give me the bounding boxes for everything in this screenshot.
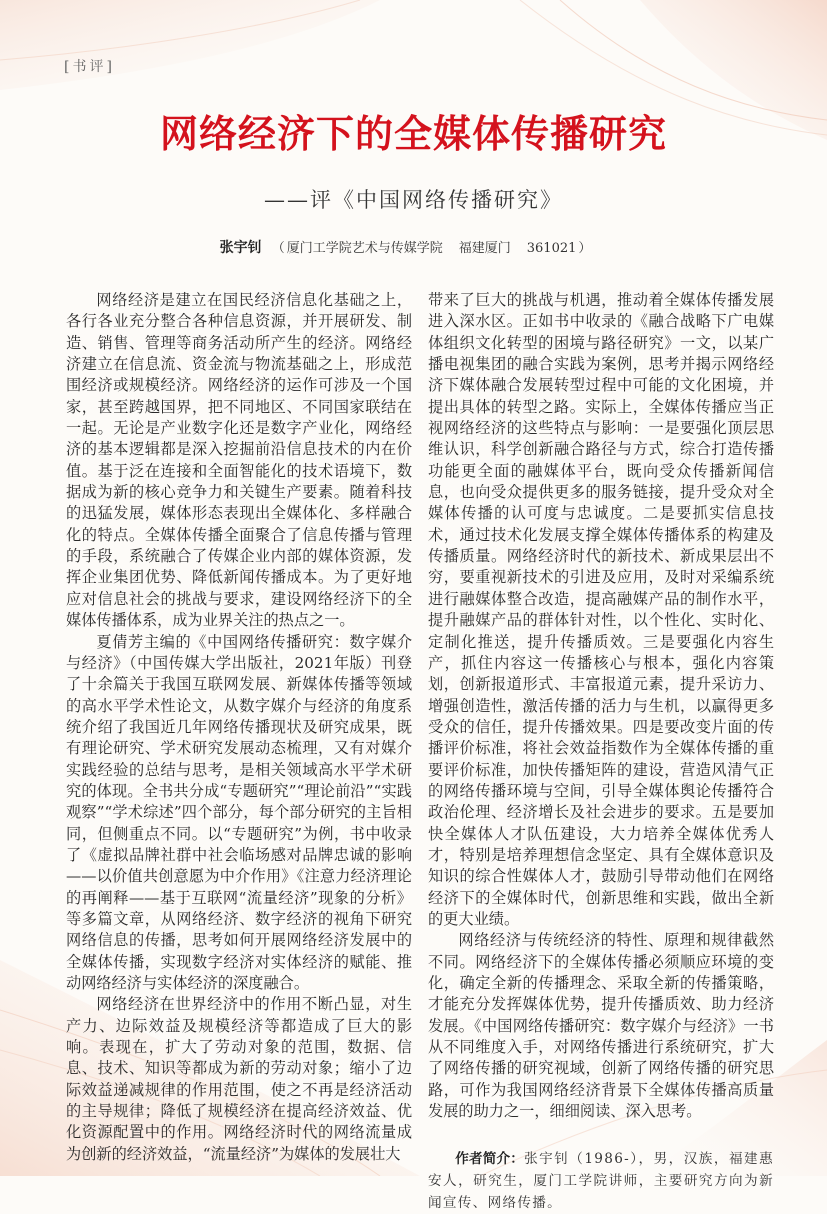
author-bio-text: 张宇钊（1986-），男，汉族，福建惠安人，研究生，厦门工学院讲师，主要研究方向为新闻宣传、网络传播。	[428, 1151, 774, 1212]
author-name: 张宇钊	[219, 240, 262, 256]
body-column-left	[66, 290, 412, 1165]
paragraph-continued: 带来了巨大的挑战与机遇，推动着全媒体传播发展进入深水区。正如书中收录的《融合战略下广电媒体组织文化转型的困境与路径研究》一文，以某广播电视集团的融合实践为案例，思考并揭示网络经济下媒体融合发展转型过程中可能的文化困境，并提出具体的转型之路。实际上，全媒体传播应当正视网络经济的这些特点与影响：一是要强化顶层思维认识，科学创新融合路径与方式，综合打造传播功能更全面的融媒体平台，既向受众传播新闻信息，也向受众提供更多的服务链接，提升受众对全媒体传播的认可度与忠诚度。二是要抓实信息技术，通过技术化发展支撑全媒体传播体系的构建及传播质量。网络经济时代的新技术、新成果层出不穷，要重视新技术的引进及应用，及时对采编系统进行融媒体整合改造，提高融媒产品的制作水平，提升融媒产品的群体针对性，以个性化、实时化、定制化推送，提升传播质效。三是要强化内容生产，抓住内容这一传播核心与根本，强化内容策划，创新报道形式、丰富报道元素，提升采访力、增强创造性，激活传播的活力与生机，以赢得更多受众的信任，提升传播效果。四是要改变片面的传播评价标准，将社会效益指数作为全媒体传播的重要评价标准，加快传播矩阵的建设，营造风清气正的网络传播环境与空间，引导全媒体舆论传播符合政治伦理、经济增长及社会进步的要求。五是要加快全媒体人才队伍建设，大力培养全媒体优秀人才，特别是培养理想信念坚定、具有全媒体意识及知识的综合性媒体人才，鼓励引导带动他们在网络经济下的全媒体时代，创新思维和实践，做出全新的更大业绩。	[428, 291, 774, 928]
affiliation-close: ）	[578, 241, 592, 256]
paragraph: 夏倩芳主编的《中国网络传播研究：数字媒介与经济》（中国传媒大学出版社，2021年版）刊登了十余篇关于我国互联网发展、新媒体传播等领域的高水平学术性论文，从数字媒介与经济的角度系统介绍了我国近几年网络传播现状及研究成果，既有理论研究、学术研究发展动态梳理，又有对媒介实践经验的总结与思考，是相关领域高水平学术研究的体现。全书共分成“专题研究”“理论前沿”“实践观察”“学术综述”四个部分，每个部分研究的主旨相同，但侧重点不同。以“专题研究”为例，书中收录了《虚拟品牌社群中社会临场感对品牌忠诚的影响——以价值共创意愿为中介作用》《注意力经济理论的再阐释——基于互联网“流量经济”现象的分析》等多篇文章，从网络经济、数字经济的视角下研究网络信息的传播，思考如何开展网络经济发展中的全媒体传播，实现数字经济对实体经济的赋能、推动网络经济与实体经济的深度融合。	[66, 632, 412, 992]
affiliation-org: 厦门工学院艺术与传媒学院	[286, 241, 443, 256]
paragraph: 网络经济是建立在国民经济信息化基础之上，各行各业充分整合各种信息资源，并开展研发、制造、销售、管理等商务活动所产生的经济。网络经济建立在信息流、资金流与物流基础之上，形成范围经济或规模经济。网络经济的运作可涉及一个国家，甚至跨越国界，把不同地区、不同国家联结在一起。无论是产业数字化还是数字产业化，网络经济的基本逻辑都是深入挖掘前沿信息技术的内在价值。基于泛在连接和全面智能化的技术语境下，数据成为新的核心竞争力和关键生产要素。随着科技的迅猛发展，媒体形态表现出全媒体化、多样融合化的特点。全媒体传播全面聚合了信息传播与管理的手段，系统融合了传媒企业内部的媒体资源，发挥企业集团优势、降低新闻传播成本。为了更好地应对信息社会的挑战与要求，建设网络经济下的全媒体传播体系，成为业界关注的热点之一。	[66, 291, 412, 630]
article-subtitle: ——评《中国网络传播研究》	[264, 188, 563, 212]
byline	[0, 237, 827, 257]
affiliation-place: 福建厦门	[458, 241, 511, 256]
author-affiliation	[272, 241, 608, 256]
affiliation-zip: 361021	[526, 241, 577, 256]
body-column-right	[428, 290, 774, 1214]
author-bio-label: 作者简介：	[455, 1151, 525, 1168]
affiliation-open: （	[271, 241, 285, 256]
paragraph: 网络经济与传统经济的特性、原理和规律截然不同。网络经济下的全媒体传播必须顺应环境的变化，确定全新的传播理念、采取全新的传播策略，才能充分发挥媒体优势，提升传播质效、助力经济发展。《中国网络传播研究：数字媒介与经济》一书从不同维度入手，对网络传播进行系统研究，扩大了网络传播的研究视域，创新了网络传播的研究思路，可作为我国网络经济背景下全媒体传播高质量发展的助力之一，细细阅读、深入思考。	[428, 931, 774, 1121]
paragraph: 网络经济在世界经济中的作用不断凸显，对生产力、边际效益及规模经济等都造成了巨大的影响。表现在，扩大了劳动对象的范围，数据、信息、技术、知识等都成为新的劳动对象；缩小了边际效益递减规律的作用范围，使之不再是经济活动的主导规律；降低了规模经济在提高经济效益、优化资源配置中的作用。网络经济时代的网络流量成为创新的经济效益，“流量经济”为媒体的发展壮大	[66, 995, 412, 1163]
article-title: 网络经济下的全媒体传播研究	[159, 112, 667, 156]
section-tag: [书评]	[64, 59, 115, 75]
author-bio	[428, 1148, 774, 1214]
